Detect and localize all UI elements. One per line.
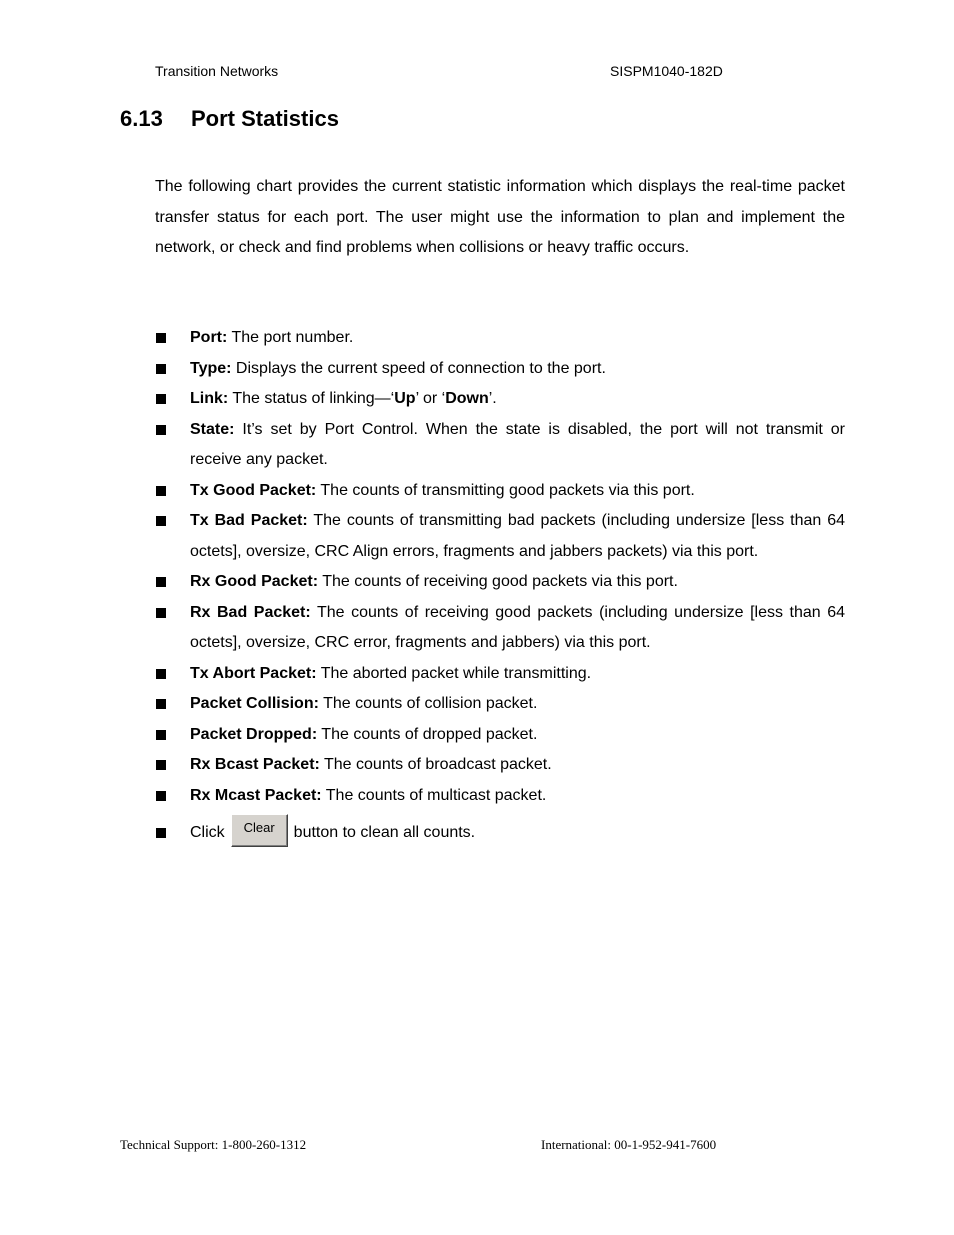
- item-desc: The counts of multicast packet.: [321, 786, 547, 804]
- item-desc: The counts of transmitting bad packets (including undersize [less than 64 octets], oversize, CRC Align errors, fragments and jabbers packets) via this port.: [190, 512, 846, 560]
- item-term: Rx Good Packet:: [190, 573, 319, 590]
- list-item-rx-good: [155, 567, 845, 598]
- item-desc: The counts of collision packet.: [318, 695, 538, 712]
- item-term: Rx Bad Packet:: [190, 603, 311, 621]
- item-desc: The counts of receiving good packets via this port.: [318, 573, 678, 590]
- item-term: State:: [190, 420, 235, 438]
- list-item-clear-instruction: [155, 815, 845, 851]
- list-item-dropped: [155, 720, 845, 751]
- item-desc: The port number.: [227, 329, 354, 346]
- bullet-icon: [156, 333, 166, 343]
- header-model: SISPM1040-182D: [610, 63, 723, 79]
- item-desc: ’.: [488, 390, 497, 407]
- bullet-icon: [156, 730, 166, 740]
- click-suffix: button to clean all counts.: [293, 824, 476, 841]
- bullet-icon: [156, 828, 166, 838]
- item-term: Link:: [190, 390, 229, 407]
- bullet-icon: [156, 516, 166, 526]
- link-up-value: Up: [394, 390, 416, 407]
- clear-button[interactable]: Clear: [231, 814, 288, 847]
- bullet-icon: [156, 577, 166, 587]
- item-term: Rx Bcast Packet:: [190, 756, 320, 773]
- item-desc: The counts of dropped packet.: [317, 725, 538, 743]
- intro-paragraph: The following chart provides the current statistic information which displays the real-time packet transfer status for each port. The user might use the information to plan and implement the network, or check and find problems when collisions or heavy traffic occurs.: [155, 178, 845, 256]
- list-item-bcast: [155, 750, 845, 781]
- list-item-tx-abort: [155, 659, 845, 690]
- item-term: Port:: [190, 329, 228, 346]
- bullet-icon: [156, 425, 166, 435]
- bullet-icon: [156, 699, 166, 709]
- footer-support: Technical Support: 1-800-260-1312: [120, 1137, 307, 1152]
- item-desc: ’ or ‘: [415, 390, 446, 407]
- definition-list: [155, 323, 845, 851]
- list-item-tx-bad: [155, 506, 845, 567]
- list-item-port: [155, 323, 845, 354]
- item-desc: The counts of broadcast packet.: [319, 756, 552, 773]
- list-item-state: [155, 415, 845, 476]
- bullet-icon: [156, 608, 166, 618]
- list-item-rx-bad: [155, 598, 845, 659]
- list-item-mcast: [155, 781, 845, 812]
- list-item-link: [155, 384, 845, 415]
- section-title: Port Statistics: [191, 106, 339, 131]
- bullet-icon: [156, 791, 166, 801]
- bullet-icon: [156, 394, 166, 404]
- item-term: Tx Abort Packet:: [190, 664, 317, 682]
- item-desc: It’s set by Port Control. When the state is disabled, the port will not transmit or receive any packet.: [190, 420, 845, 468]
- item-term: Tx Good Packet:: [190, 481, 317, 499]
- section-heading: [120, 105, 339, 133]
- item-desc: The status of linking—‘: [228, 390, 395, 407]
- bullet-icon: [156, 364, 166, 374]
- item-term: Type:: [190, 359, 232, 377]
- item-desc: The counts of transmitting good packets via this port.: [316, 481, 695, 499]
- item-desc: The aborted packet while transmitting.: [316, 664, 592, 682]
- item-desc: The counts of receiving good packets (including undersize [less than 64 octets], oversize, CRC error, fragments and jabbers) via this port.: [190, 603, 846, 651]
- header-company: Transition Networks: [155, 63, 279, 79]
- item-desc: Displays the current speed of connection to the port.: [231, 359, 606, 377]
- list-item-collision: [155, 689, 845, 720]
- item-term: Packet Collision:: [190, 695, 319, 712]
- bullet-icon: [156, 760, 166, 770]
- item-term: Packet Dropped:: [190, 725, 318, 743]
- item-term: Tx Bad Packet:: [190, 512, 308, 529]
- footer-international: International: 00-1-952-941-7600: [541, 1137, 717, 1152]
- item-term: Rx Mcast Packet:: [190, 786, 322, 804]
- click-prefix: Click: [190, 824, 225, 841]
- list-item-tx-good: [155, 476, 845, 507]
- list-item-type: [155, 354, 845, 385]
- section-number: 6.13: [120, 106, 163, 131]
- bullet-icon: [156, 486, 166, 496]
- bullet-icon: [156, 669, 166, 679]
- link-down-value: Down: [445, 390, 489, 407]
